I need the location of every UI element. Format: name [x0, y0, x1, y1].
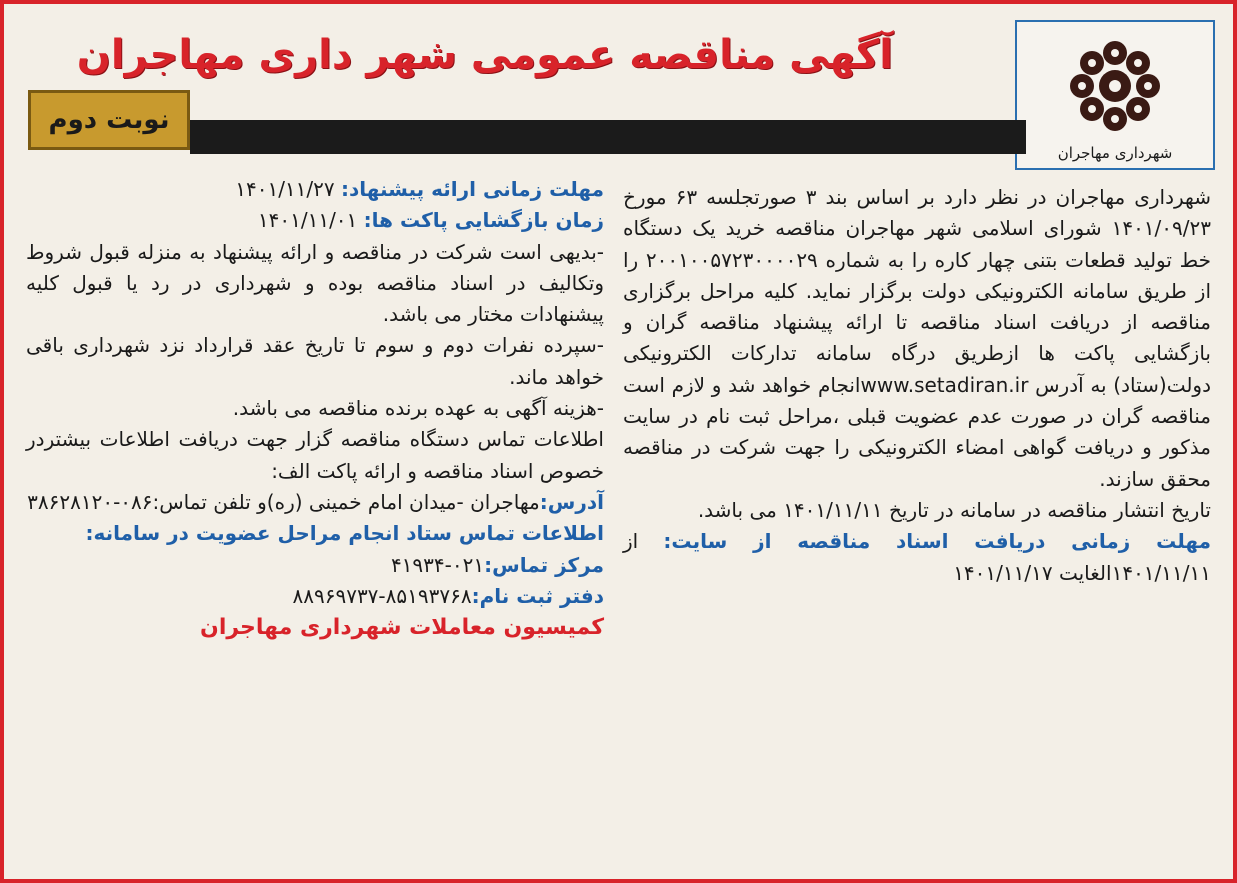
setad-heading: اطلاعات تماس ستاد انجام مراحل عضویت در سامانه: — [85, 521, 604, 546]
address-value: مهاجران -میدان امام خمینی (ره)و تلفن تماس:۰۸۶-۳۸۶۲۸۱۲۰ — [27, 489, 540, 514]
deadline-value: از ۱۴۰۱/۱۱/۱۱الغایت ۱۴۰۱/۱۱/۱۷ — [623, 529, 1211, 585]
proposal-deadline — [26, 174, 604, 205]
deadline-label: مهلت زمانی دریافت اسناد مناقصه از سایت: — [663, 529, 1212, 554]
intro-continued: انجام خواهد شد و لازم است مناقصه گران در صورت عدم عضویت قبلی ،مراحل ثبت نام در سایت مذکور و دریافت گواهی امضاء الکترونیکی را جهت شرکت در مناقصه محقق سازند. — [623, 372, 1211, 491]
contact-info: اطلاعات تماس دستگاه مناقصه گزار جهت دریافت اطلاعات بیشتردر خصوص اسناد مناقصه و ارائه پاکت الف: — [26, 427, 604, 483]
clause-1: -بدیهی است شرکت در مناقصه و ارائه پیشنهاد به منزله قبول شروط وتکالیف در اسناد مناقصه بوده و شهرداری در رد یا قبول کلیه پیشنهادات مختار می باشد. — [26, 239, 604, 327]
call-center-value: ۰۲۱-۴۱۹۳۴ — [390, 552, 485, 577]
clause-3: -هزینه آگهی به عهده برنده مناقصه می باشد. — [232, 396, 604, 421]
proposal-value: ۱۴۰۱/۱۱/۲۷ — [235, 177, 335, 201]
title-bar — [190, 120, 1026, 154]
right-column — [623, 182, 1211, 589]
office-label: دفتر ثبت نام: — [471, 583, 604, 608]
round-badge: نوبت دوم — [28, 90, 190, 150]
office-value: ۸۵۱۹۳۷۶۸-۸۸۹۶۹۷۳۷ — [292, 583, 472, 608]
commission-signature: کمیسیون معاملات شهرداری مهاجران — [200, 615, 604, 641]
page-title: آگهی مناقصه عمومی شهر داری مهاجران — [76, 32, 893, 78]
opening-date — [26, 205, 604, 236]
municipality-logo — [1015, 20, 1215, 170]
logo-caption: شهرداری مهاجران — [1057, 144, 1173, 162]
call-center — [26, 550, 604, 581]
intro-text: شهرداری مهاجران در نظر دارد بر اساس بند ۳ صورتجلسه ۶۳ مورخ ۱۴۰۱/۰۹/۲۳ شورای اسلامی شهر مهاجران مناقصه خرید یک دستگاه خط تولید قطعات بتنی چهار کاره را به شماره ۲۰۰۱۰۰۵۷۲۳۰۰۰۰۲۹ را از طریق سامانه الکترونیکی دولت برگزار نماید. کلیه مراحل برگزاری مناقصه از دریافت اسناد مناقصه تا ارائه پیشنهاد مناقصه گران و بازگشایی پاکت ها ازطریق درگاه سامانه تدارکات الکترونیکی دولت(ستاد) به آدرس — [623, 185, 1211, 397]
opening-label: زمان بازگشایی پاکت ها: — [363, 208, 604, 233]
notice-body — [623, 182, 1211, 495]
publish-date-text: تاریخ انتشار مناقصه در سامانه در تاریخ ۱۴۰۱/۱۱/۱۱ می باشد. — [697, 497, 1211, 522]
proposal-label: مهلت زمانی ارائه پیشنهاد: — [341, 177, 604, 201]
clause-2: -سپرده نفرات دوم و سوم تا تاریخ عقد قرارداد نزد شهرداری باقی خواهد ماند. — [26, 333, 604, 389]
flower-emblem-icon — [1065, 36, 1165, 136]
address — [26, 487, 604, 518]
address-label: آدرس: — [539, 489, 604, 514]
opening-value: ۱۴۰۱/۱۱/۰۱ — [257, 208, 358, 233]
left-column — [26, 174, 604, 643]
registration-office — [26, 581, 604, 612]
website-link[interactable]: www.setadiran.ir — [860, 372, 1029, 397]
call-center-label: مرکز تماس: — [484, 552, 604, 577]
document-deadline — [623, 526, 1211, 589]
